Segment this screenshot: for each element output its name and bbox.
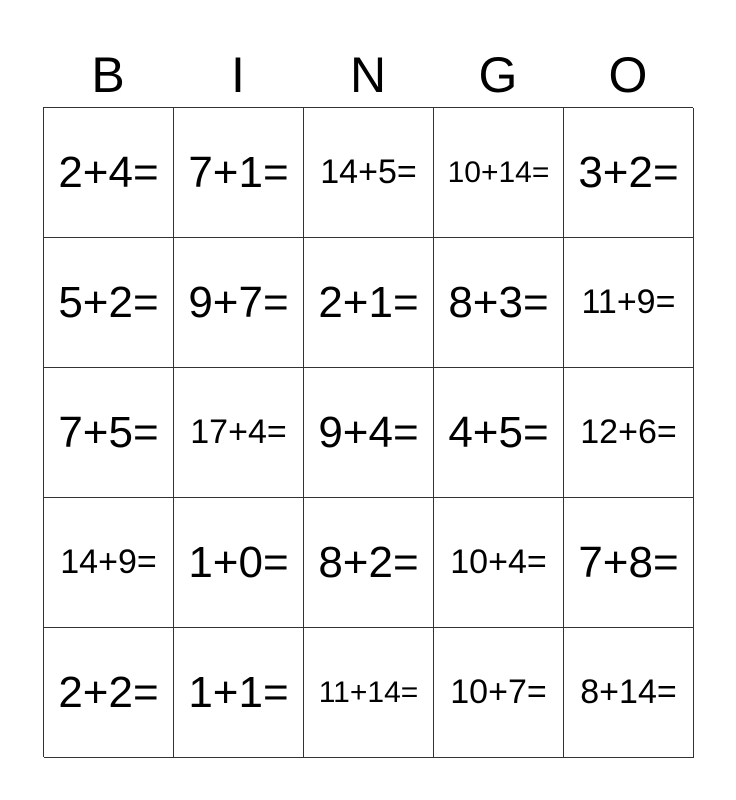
bingo-board xyxy=(43,107,693,757)
bingo-cell: 17+4= xyxy=(174,368,304,498)
bingo-cell: 12+6= xyxy=(564,368,694,498)
header-letter-b: B xyxy=(91,47,125,103)
bingo-cell: 4+5= xyxy=(434,368,564,498)
bingo-cell: 10+4= xyxy=(434,498,564,628)
bingo-cell: 9+7= xyxy=(174,238,304,368)
bingo-cell: 9+4= xyxy=(304,368,434,498)
bingo-cell: 1+0= xyxy=(174,498,304,628)
bingo-cell: 8+14= xyxy=(564,628,694,758)
bingo-cell: 10+7= xyxy=(434,628,564,758)
bingo-cell: 1+1= xyxy=(174,628,304,758)
bingo-cell: 7+5= xyxy=(44,368,174,498)
bingo-header xyxy=(43,44,693,106)
bingo-cell: 3+2= xyxy=(564,108,694,238)
bingo-cell: 14+5= xyxy=(304,108,434,238)
header-letter-o: O xyxy=(608,47,648,103)
bingo-cell: 8+3= xyxy=(434,238,564,368)
header-letter-n: N xyxy=(349,47,387,103)
bingo-cell: 5+2= xyxy=(44,238,174,368)
bingo-cell: 2+2= xyxy=(44,628,174,758)
bingo-cell: 11+14= xyxy=(304,628,434,758)
bingo-cell: 7+1= xyxy=(174,108,304,238)
header-letter-i: I xyxy=(231,47,245,103)
bingo-cell: 10+14= xyxy=(434,108,564,238)
header-letter-g: G xyxy=(478,47,518,103)
bingo-cell: 2+4= xyxy=(44,108,174,238)
bingo-cell: 7+8= xyxy=(564,498,694,628)
bingo-cell: 8+2= xyxy=(304,498,434,628)
bingo-cell: 11+9= xyxy=(564,238,694,368)
bingo-cell: 2+1= xyxy=(304,238,434,368)
bingo-cell: 14+9= xyxy=(44,498,174,628)
